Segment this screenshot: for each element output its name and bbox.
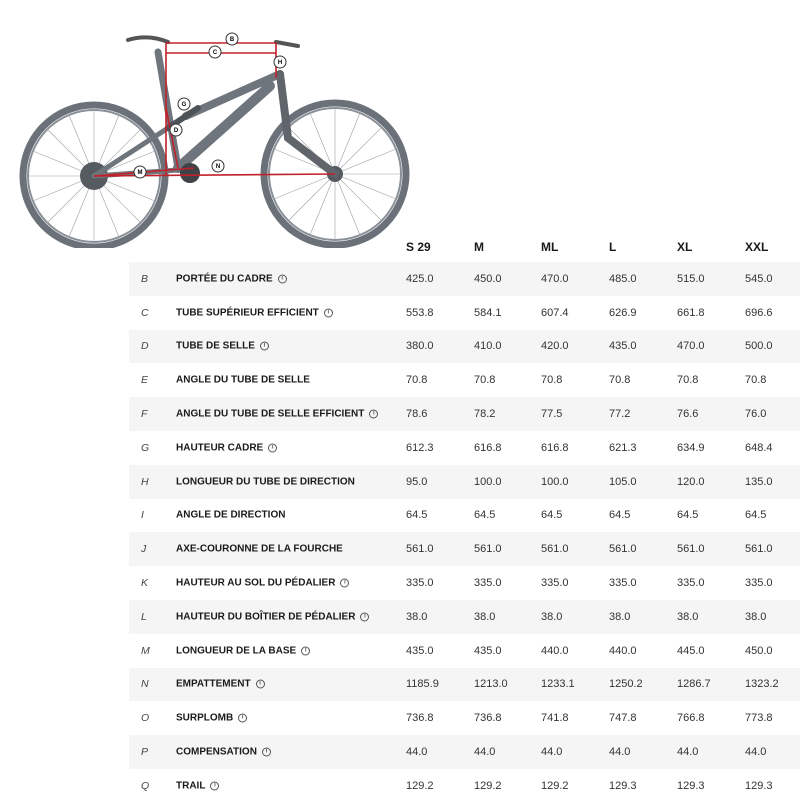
row-label-wrap (176, 307, 333, 318)
row-value: 634.9 (677, 441, 705, 454)
row-value: 70.8 (474, 374, 496, 387)
row-value: 1286.7 (677, 678, 711, 691)
row-letter: E (141, 374, 149, 387)
row-value: 335.0 (474, 577, 502, 590)
row-label: HAUTEUR AU SOL DU PÉDALIER (176, 577, 336, 589)
row-label-wrap (176, 544, 343, 555)
row-value: 440.0 (609, 644, 637, 657)
row-value: 44.0 (609, 746, 631, 759)
svg-text:D: D (173, 128, 179, 134)
row-value: 766.8 (677, 712, 705, 725)
row-value: 561.0 (541, 543, 569, 556)
row-value: 335.0 (406, 577, 434, 590)
row-value: 70.8 (406, 374, 428, 387)
table-row (129, 465, 800, 499)
row-value: 561.0 (677, 543, 705, 556)
row-value: 1323.2 (745, 678, 779, 691)
row-value: 44.0 (406, 746, 428, 759)
row-value: 70.8 (609, 374, 631, 387)
row-value: 129.2 (474, 779, 502, 792)
row-label-wrap (176, 679, 265, 690)
row-value: 616.8 (541, 441, 569, 454)
row-value: 612.3 (406, 441, 434, 454)
row-label: TUBE SUPÉRIEUR EFFICIENT (176, 307, 319, 319)
svg-text:B: B (229, 37, 235, 43)
row-letter: F (141, 408, 148, 421)
row-letter: I (141, 509, 144, 522)
row-value: 129.3 (745, 779, 773, 792)
row-value: 64.5 (541, 509, 563, 522)
row-value: 129.2 (406, 779, 434, 792)
table-row (129, 431, 800, 465)
info-icon[interactable]: i (238, 714, 247, 723)
badge-h (274, 56, 286, 68)
row-value: 70.8 (541, 374, 563, 387)
row-value: 1213.0 (474, 678, 508, 691)
column-header-s29: S 29 (406, 240, 431, 254)
table-row (129, 262, 800, 296)
row-value: 129.3 (677, 779, 705, 792)
badge-c (209, 46, 221, 58)
row-value: 773.8 (745, 712, 773, 725)
row-letter: O (141, 712, 150, 725)
row-value: 450.0 (474, 272, 502, 285)
row-value: 44.0 (541, 746, 563, 759)
row-value: 135.0 (745, 475, 773, 488)
row-label: TRAIL (176, 780, 206, 792)
row-value: 335.0 (609, 577, 637, 590)
row-value: 545.0 (745, 272, 773, 285)
row-letter: J (141, 543, 147, 556)
row-value: 120.0 (677, 475, 705, 488)
row-value: 616.8 (474, 441, 502, 454)
row-value: 500.0 (745, 340, 773, 353)
row-label: LONGUEUR DU TUBE DE DIRECTION (176, 476, 355, 488)
row-value: 1233.1 (541, 678, 575, 691)
row-letter: L (141, 610, 147, 623)
table-row (129, 532, 800, 566)
svg-text:G: G (181, 102, 187, 108)
row-value: 420.0 (541, 340, 569, 353)
row-letter: H (141, 475, 149, 488)
row-value: 64.5 (677, 509, 699, 522)
row-value: 38.0 (677, 610, 699, 623)
row-letter: Q (141, 779, 150, 792)
row-letter: C (141, 306, 149, 319)
table-row (129, 769, 800, 803)
row-value: 70.8 (677, 374, 699, 387)
row-value: 335.0 (677, 577, 705, 590)
row-label: TUBE DE SELLE (176, 340, 255, 352)
row-value: 100.0 (474, 475, 502, 488)
column-header-l: L (609, 240, 617, 254)
row-value: 100.0 (541, 475, 569, 488)
row-value: 561.0 (745, 543, 773, 556)
row-value: 736.8 (406, 712, 434, 725)
row-label-wrap (176, 409, 378, 420)
row-letter: D (141, 340, 149, 353)
row-value: 129.3 (609, 779, 637, 792)
svg-text:N: N (215, 164, 221, 170)
row-value: 77.2 (609, 408, 631, 421)
row-value: 44.0 (474, 746, 496, 759)
info-icon[interactable]: i (301, 646, 310, 655)
info-icon[interactable]: i (268, 443, 277, 452)
row-label-wrap (176, 375, 310, 386)
row-value: 470.0 (677, 340, 705, 353)
row-value: 440.0 (541, 644, 569, 657)
svg-text:M: M (137, 170, 143, 176)
table-row (129, 330, 800, 364)
row-letter: K (141, 577, 149, 590)
row-value: 77.5 (541, 408, 563, 421)
column-header-xxl: XXL (745, 240, 769, 254)
row-label: ANGLE DU TUBE DE SELLE (176, 374, 310, 386)
row-label: PORTÉE DU CADRE (176, 273, 273, 285)
geometry-table (129, 262, 800, 803)
row-value: 78.6 (406, 408, 428, 421)
svg-text:C: C (212, 50, 218, 56)
row-letter: G (141, 441, 150, 454)
row-value: 470.0 (541, 272, 569, 285)
bike-geometry-diagram (18, 28, 418, 248)
row-value: 38.0 (406, 610, 428, 623)
row-letter: M (141, 644, 150, 657)
row-value: 450.0 (745, 644, 773, 657)
row-label-wrap (176, 476, 355, 487)
table-row (129, 634, 800, 668)
row-label: COMPENSATION (176, 746, 257, 758)
row-value: 621.3 (609, 441, 637, 454)
row-letter: N (141, 678, 149, 691)
row-label-wrap (176, 747, 271, 758)
size-column-headers (0, 240, 800, 254)
badge-g (178, 98, 190, 110)
info-icon[interactable]: i (260, 342, 269, 351)
row-value: 335.0 (541, 577, 569, 590)
row-value: 607.4 (541, 306, 569, 319)
column-header-ml: ML (541, 240, 559, 254)
row-value: 44.0 (745, 746, 767, 759)
row-value: 561.0 (609, 543, 637, 556)
row-value: 626.9 (609, 306, 637, 319)
row-label-wrap (176, 273, 287, 284)
row-value: 1250.2 (609, 678, 643, 691)
row-value: 648.4 (745, 441, 773, 454)
row-value: 435.0 (406, 644, 434, 657)
row-value: 95.0 (406, 475, 428, 488)
row-label-wrap (176, 713, 247, 724)
row-value: 44.0 (677, 746, 699, 759)
row-value: 435.0 (609, 340, 637, 353)
row-label: HAUTEUR DU BOÎTIER DE PÉDALIER (176, 611, 356, 623)
row-value: 76.6 (677, 408, 699, 421)
row-value: 38.0 (474, 610, 496, 623)
info-icon[interactable]: i (210, 781, 219, 790)
row-label: ANGLE DE DIRECTION (176, 509, 286, 521)
row-value: 70.8 (745, 374, 767, 387)
row-value: 747.8 (609, 712, 637, 725)
row-value: 38.0 (609, 610, 631, 623)
row-value: 661.8 (677, 306, 705, 319)
table-row (129, 296, 800, 330)
row-label: LONGUEUR DE LA BASE (176, 645, 297, 657)
row-label-wrap (176, 341, 269, 352)
row-value: 425.0 (406, 272, 434, 285)
table-row (129, 397, 800, 431)
row-value: 741.8 (541, 712, 569, 725)
table-row (129, 668, 800, 702)
row-value: 410.0 (474, 340, 502, 353)
row-value: 445.0 (677, 644, 705, 657)
table-row (129, 363, 800, 397)
row-value: 435.0 (474, 644, 502, 657)
row-letter: B (141, 272, 149, 285)
row-label-wrap (176, 645, 310, 656)
table-row (129, 735, 800, 769)
row-label-wrap (176, 442, 277, 453)
table-row (129, 566, 800, 600)
row-value: 64.5 (609, 509, 631, 522)
row-label: HAUTEUR CADRE (176, 442, 264, 454)
row-value: 485.0 (609, 272, 637, 285)
info-icon[interactable]: i (278, 274, 287, 283)
badge-n (212, 160, 224, 172)
row-label-wrap (176, 780, 219, 791)
info-icon[interactable]: i (340, 579, 349, 588)
table-row (129, 499, 800, 533)
info-icon[interactable]: i (360, 612, 369, 621)
row-value: 38.0 (745, 610, 767, 623)
row-value: 736.8 (474, 712, 502, 725)
row-value: 105.0 (609, 475, 637, 488)
row-value: 129.2 (541, 779, 569, 792)
row-label: AXE-COURONNE DE LA FOURCHE (176, 543, 343, 555)
info-icon[interactable]: i (369, 410, 378, 419)
row-value: 64.5 (406, 509, 428, 522)
table-row (129, 600, 800, 634)
row-value: 515.0 (677, 272, 705, 285)
row-label: EMPATTEMENT (176, 678, 251, 690)
row-label-wrap (176, 510, 285, 521)
badge-b (226, 33, 238, 45)
row-value: 380.0 (406, 340, 434, 353)
row-value: 335.0 (745, 577, 773, 590)
info-icon[interactable]: i (262, 748, 271, 757)
row-label: SURPLOMB (176, 712, 234, 724)
row-letter: P (141, 746, 149, 759)
info-icon[interactable]: i (324, 308, 333, 317)
badge-m (134, 166, 146, 178)
row-value: 64.5 (474, 509, 496, 522)
svg-text:H: H (277, 60, 283, 66)
column-header-xl: XL (677, 240, 693, 254)
row-value: 553.8 (406, 306, 434, 319)
row-value: 696.6 (745, 306, 773, 319)
row-value: 78.2 (474, 408, 496, 421)
row-value: 64.5 (745, 509, 767, 522)
row-label-wrap (176, 611, 369, 622)
table-row (129, 701, 800, 735)
row-label: ANGLE DU TUBE DE SELLE EFFICIENT (176, 408, 365, 420)
row-value: 584.1 (474, 306, 502, 319)
row-value: 561.0 (406, 543, 434, 556)
row-value: 76.0 (745, 408, 767, 421)
badge-d (170, 124, 182, 136)
row-value: 38.0 (541, 610, 563, 623)
row-value: 561.0 (474, 543, 502, 556)
row-value: 1185.9 (406, 678, 439, 691)
column-header-m: M (474, 240, 484, 254)
row-label-wrap (176, 578, 349, 589)
info-icon[interactable]: i (256, 680, 265, 689)
